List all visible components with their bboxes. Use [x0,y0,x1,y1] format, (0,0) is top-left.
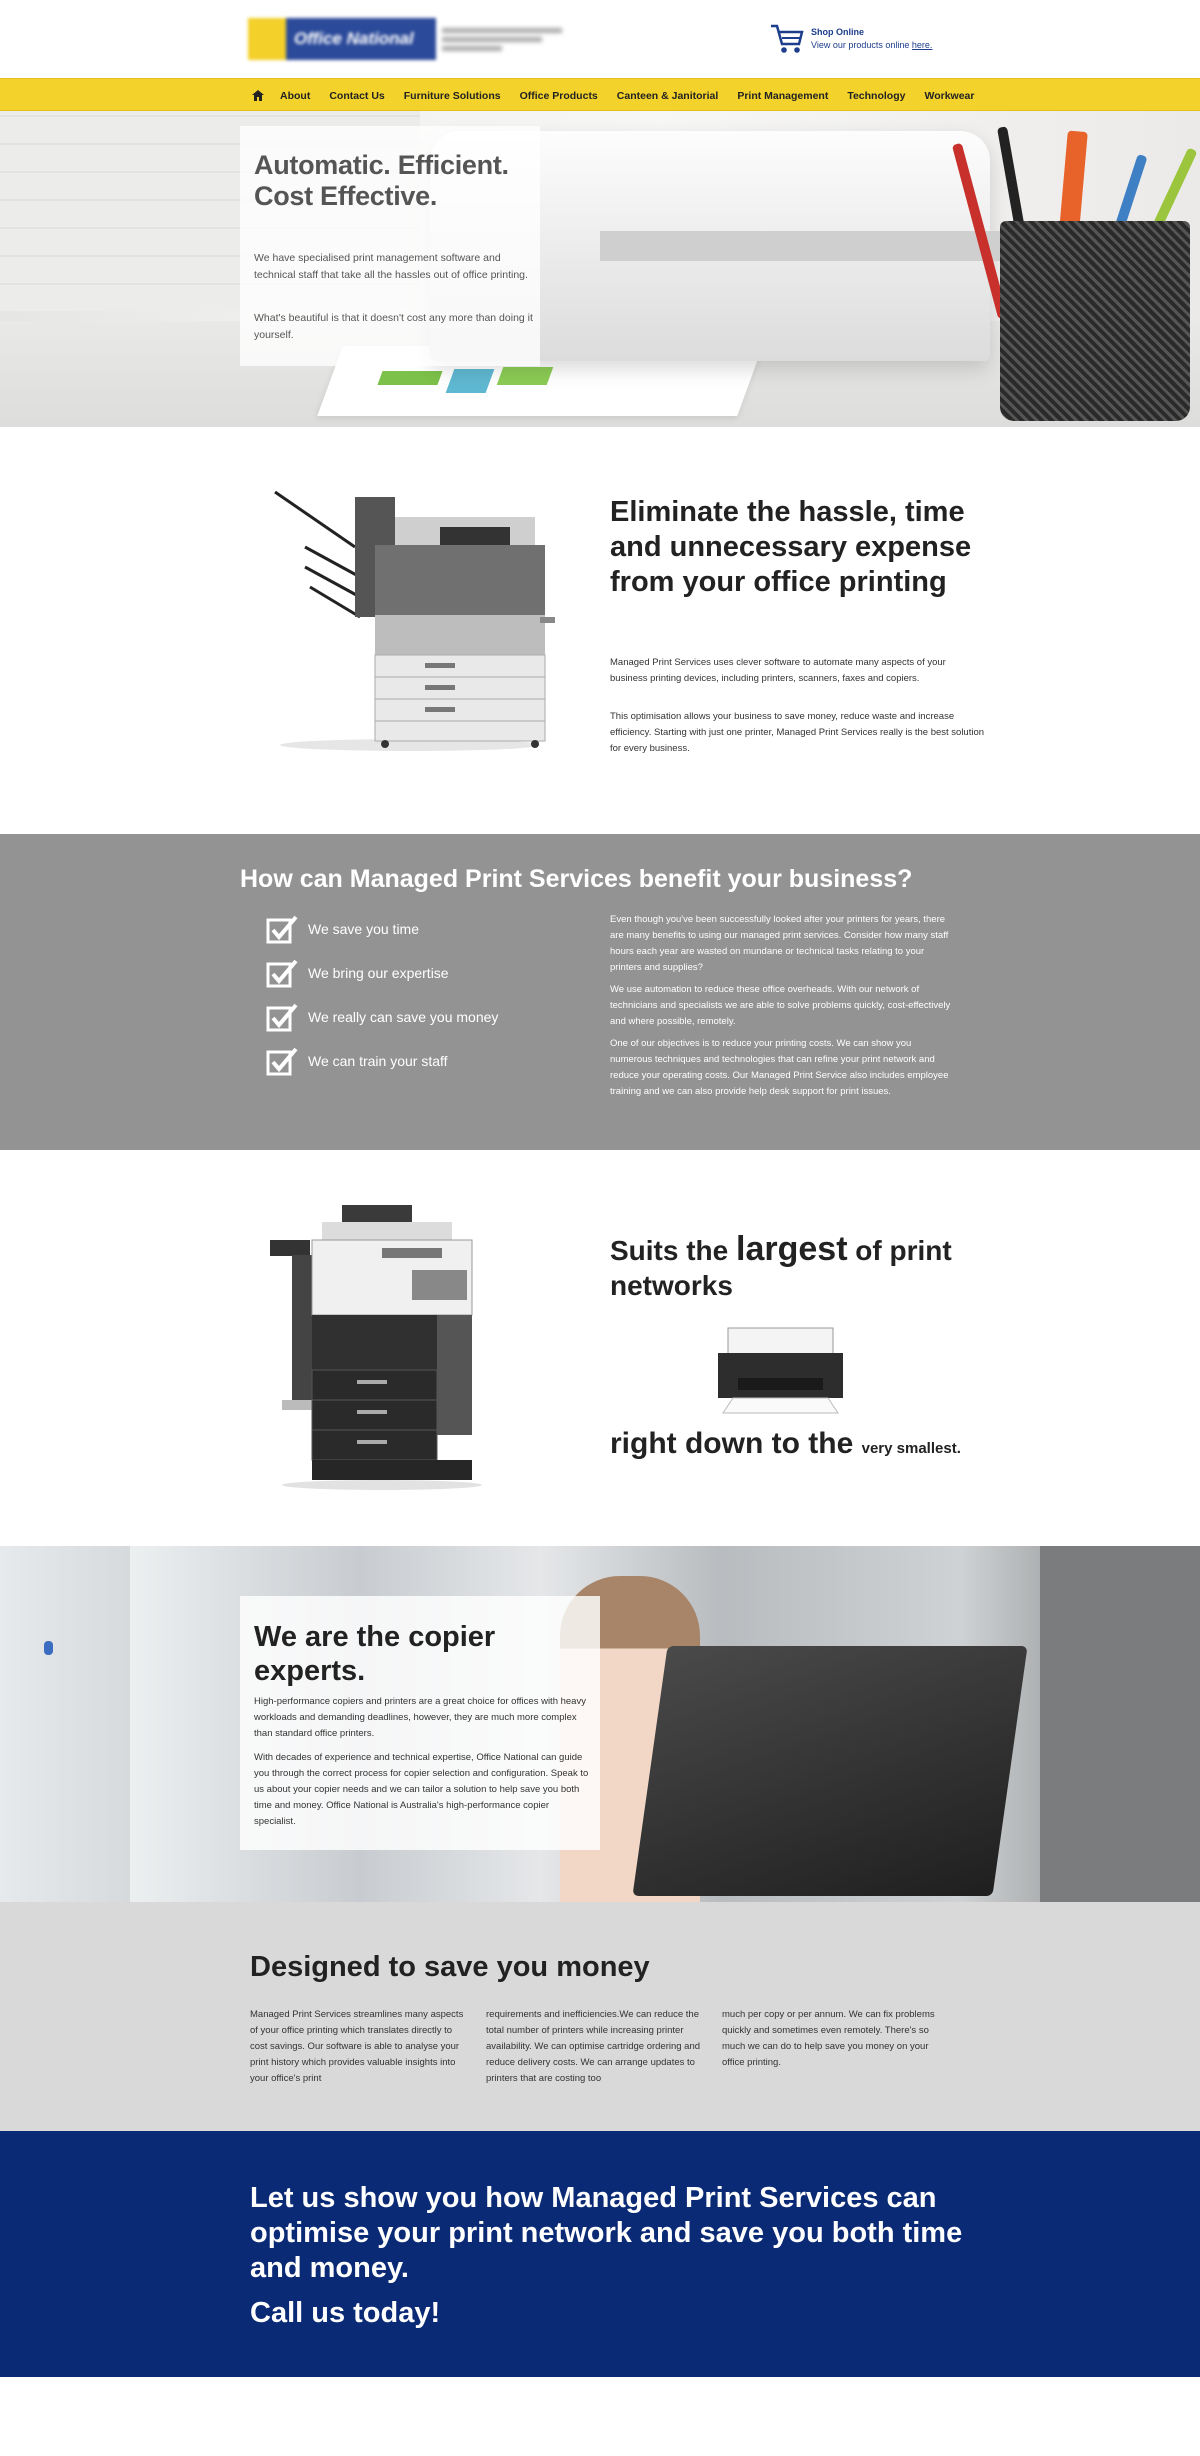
eliminate-paragraph-2: This optimisation allows your business to save money, reduce waste and increase efficiency. Starting with just one printer, Managed Print Services really is the best solution for every business. [610,711,985,754]
cta-call-us[interactable]: Call us today! [250,2297,441,2329]
benefit-label: We save you time [308,921,420,937]
benefits-title: How can Managed Print Services benefit your business? [240,865,913,893]
smallest-heading: right down to the very smallest. [610,1427,961,1460]
shop-online[interactable] [769,22,932,56]
nav-item-contact-us[interactable]: Contact Us [329,89,385,102]
call-to-action-section [0,2131,1200,2377]
benefits-paragraph-1: Even though you've been successfully looked after your printers for years, there are many benefits to using our managed print services. Consider how many staff hours each year are wasted on mundane or technical tasks relating to your printers and supplies? [610,914,949,973]
copier-title: We are the copier experts. [254,1621,496,1687]
copier-paragraph-1: High-performance copiers and printers are a great choice for offices with heavy workloads and demanding deadlines, however, they are much more complex than standard office printers. [254,1696,586,1739]
site-header [0,0,1200,78]
copier-paragraph-2: With decades of experience and technical expertise, Office National can guide you through the correct process for copier selection and configuration. Speak to us about your copier needs and we can tailor a solution to help save you both time and money. Office National is Australia's high-performance copier specialist. [254,1752,589,1827]
eliminate-section [0,427,1200,834]
small-printer-image [708,1318,848,1418]
hero-paragraph-1: We have specialised print management software and technical staff that take all the hassles out of office printing. [254,252,528,281]
home-icon[interactable] [252,90,264,101]
shop-online-title: Shop Online [811,27,864,37]
nav-item-canteen-janitorial[interactable]: Canteen & Janitorial [616,89,719,102]
nav-item-workwear[interactable]: Workwear [924,89,975,102]
suits-section [0,1150,1200,1546]
save-money-column-3: much per copy or per annum. We can fix problems quickly and sometimes even remotely. There's so much we can do to help save you money on your office printing. [722,2009,935,2068]
benefit-item [266,958,449,988]
logo-tagline [442,24,572,52]
save-money-column-1: Managed Print Services streamlines many aspects of your office printing which translates directly to cost savings. Our software is able to analyse your print history which provides valuable insights into your office's print [250,2009,464,2084]
door-handle-icon [44,1641,53,1655]
benefits-paragraph-3: One of our objectives is to reduce your printing costs. We can show you numerous techniques and technologies that can refine your print network and reduce your operating costs. Our Managed Print Service also includes employee training and we can also provide help desk support for print issues. [610,1038,949,1097]
benefits-section [0,834,1200,1150]
shop-online-text: View our products online [811,40,910,50]
benefit-label: We really can save you money [308,1009,499,1025]
benefit-item [266,914,419,944]
main-nav [0,78,1200,111]
footer-spacer [0,2377,1200,2456]
hero-banner [0,111,1200,427]
office-national-logo[interactable]: Office National [248,18,436,60]
nav-item-print-management[interactable]: Print Management [737,89,829,102]
nav-item-furniture-solutions[interactable]: Furniture Solutions [403,89,501,102]
eliminate-title: Eliminate the hassle, time and unnecessary expense from your office printing [610,496,972,598]
benefit-label: We bring our expertise [308,965,449,981]
nav-item-technology[interactable]: Technology [847,89,906,102]
checkbox-check-icon [266,1002,298,1032]
hero-paragraph-2: What's beautiful is that it doesn't cost any more than doing it yourself. [254,312,533,341]
save-money-title: Designed to save you money [250,1951,650,1983]
copier-machine-image [632,1646,1027,1896]
checkbox-check-icon [266,914,298,944]
large-copier-image [262,1200,492,1490]
benefits-paragraph-2: We use automation to reduce these office overheads. With our network of technicians and specialists we are able to solve problems quickly, cost-effectively and where possible, remotely. [610,984,951,1027]
nav-item-about[interactable]: About [280,89,311,102]
benefit-item [266,1002,498,1032]
save-money-column-2: requirements and inefficiencies.We can reduce the total number of printers while increasing printer availability. We can optimise cartridge ordering and reduce delivery costs. We can arrange updates to printers that are costing too [486,2009,701,2084]
copier-experts-section [0,1546,1200,1902]
eliminate-paragraph-1: Managed Print Services uses clever software to automate many aspects of your business printing devices, including printers, scanners, faxes and copiers. [610,657,946,684]
shop-online-link[interactable]: here. [911,40,933,50]
copier-text-box [240,1596,600,1850]
shopping-cart-icon [769,22,805,56]
checkbox-check-icon [266,1046,298,1076]
multifunction-printer-image [265,487,555,752]
hero-title: Automatic. Efficient. Cost Effective. [254,150,509,211]
suits-heading: Suits the largest of print networks [610,1230,952,1301]
benefit-label: We can train your staff [308,1053,448,1069]
cta-title: Let us show you how Managed Print Services can optimise your print network and save you both time and money. [250,2182,963,2284]
nav-item-office-products[interactable]: Office Products [519,89,598,102]
checkbox-check-icon [266,958,298,988]
save-money-section [0,1902,1200,2131]
benefit-item [266,1046,448,1076]
pen-cup-image [1000,221,1190,421]
hero-text-box [240,126,540,366]
